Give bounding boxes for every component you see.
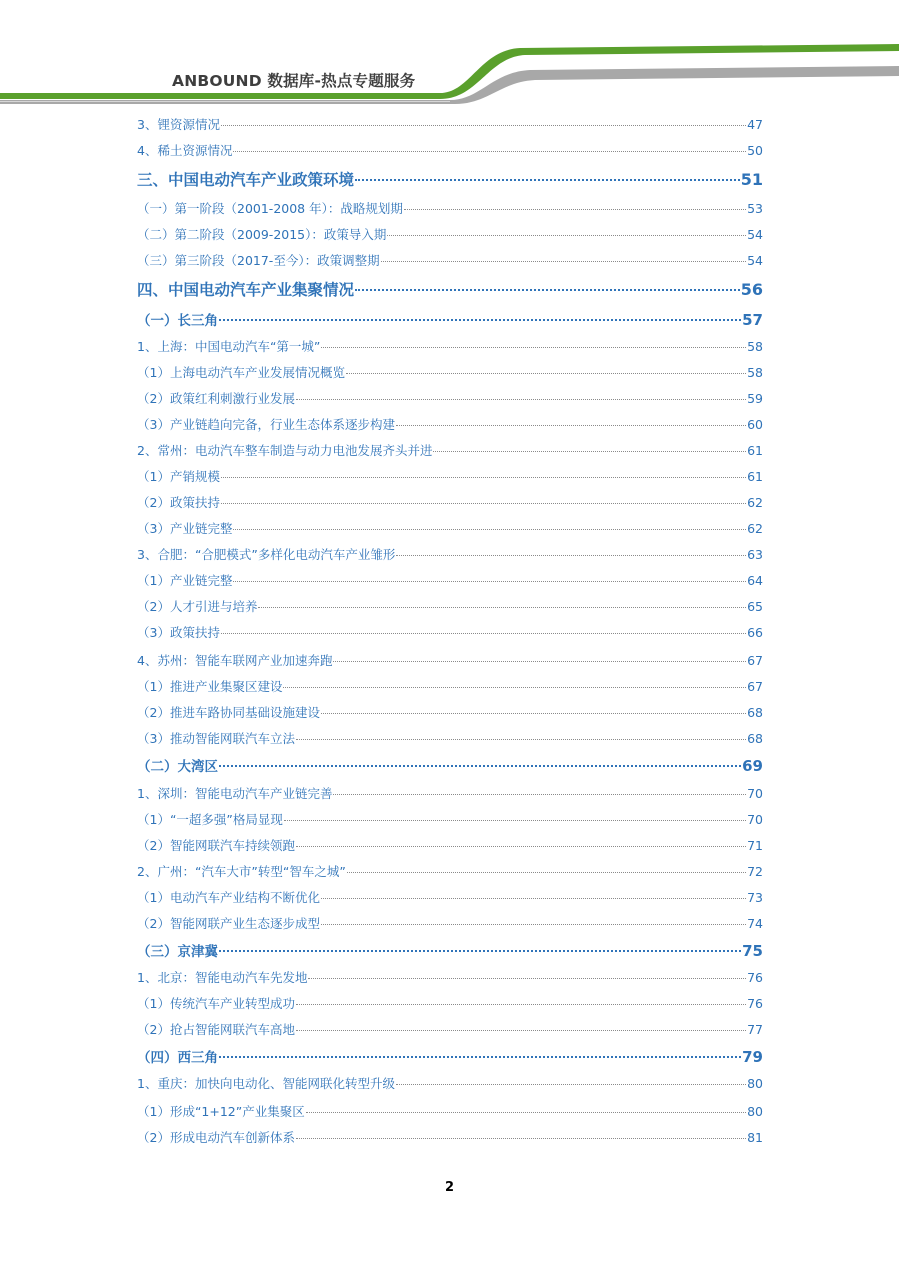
toc-entry[interactable]: [137, 115, 763, 133]
toc-entry-label: （1）上海电动汽车产业发展情况概览: [137, 365, 345, 380]
toc-entry[interactable]: [137, 441, 763, 459]
toc-entry[interactable]: [137, 519, 763, 537]
toc-entry-page-number: 61: [747, 469, 763, 484]
toc-dot-leader: [283, 686, 746, 688]
toc-entry-label: （2）推进车路协同基础设施建设: [137, 705, 320, 720]
toc-entry-label: （1）传统汽车产业转型成功: [137, 996, 295, 1011]
toc-dot-leader: [221, 502, 746, 504]
toc-entry-page-number: 57: [742, 311, 763, 329]
toc-entry[interactable]: [137, 1046, 763, 1066]
toc-entry[interactable]: [137, 363, 763, 381]
toc-entry-label: 1、上海：中国电动汽车“第一城”: [137, 339, 321, 354]
toc-dot-leader: [381, 260, 747, 262]
toc-dot-leader: [346, 372, 746, 374]
toc-entry[interactable]: [137, 545, 763, 563]
toc-dot-leader: [355, 178, 740, 181]
toc-dot-leader: [219, 1055, 741, 1058]
toc-entry[interactable]: [137, 940, 763, 960]
toc-entry-page-number: 63: [747, 547, 763, 562]
toc-entry-page-number: 58: [747, 365, 763, 380]
toc-dot-leader: [296, 845, 746, 847]
toc-entry[interactable]: [137, 862, 763, 880]
toc-entry-page-number: 75: [742, 942, 763, 960]
toc-entry-page-number: 70: [747, 812, 763, 827]
toc-entry-label: （2）智能网联汽车持续领跑: [137, 838, 295, 853]
toc-entry[interactable]: [137, 571, 763, 589]
toc-entry-label: 三、中国电动汽车产业政策环境: [137, 171, 355, 189]
toc-entry-page-number: 66: [747, 625, 763, 640]
toc-entry-label: （2）抢占智能网联汽车高地: [137, 1022, 295, 1037]
toc-entry-page-number: 53: [747, 201, 763, 216]
toc-entry-label: 1、重庆：加快向电动化、智能网联化转型升级: [137, 1076, 395, 1091]
toc-dot-leader: [396, 1083, 746, 1085]
toc-entry-label: （3）推动智能网联汽车立法: [137, 731, 295, 746]
toc-entry-page-number: 70: [747, 786, 763, 801]
toc-entry-page-number: 74: [747, 916, 763, 931]
toc-entry-page-number: 51: [740, 170, 763, 189]
toc-entry-label: （四）西三角: [137, 1050, 218, 1066]
toc-entry[interactable]: [137, 278, 763, 300]
toc-entry[interactable]: [137, 1128, 763, 1146]
toc-entry-label: （一）长三角: [137, 313, 218, 329]
toc-entry-page-number: 58: [747, 339, 763, 354]
toc-entry-page-number: 67: [747, 653, 763, 668]
toc-entry-page-number: 50: [747, 143, 763, 158]
toc-dot-leader: [296, 1003, 746, 1005]
toc-entry-page-number: 64: [747, 573, 763, 588]
toc-entry[interactable]: [137, 810, 763, 828]
toc-dot-leader: [284, 819, 746, 821]
toc-entry[interactable]: [137, 467, 763, 485]
toc-dot-leader: [219, 764, 741, 767]
toc-dot-leader: [219, 949, 741, 952]
toc-entry-label: 2、常州：电动汽车整车制造与动力电池发展齐头并进: [137, 443, 433, 458]
toc-entry[interactable]: [137, 914, 763, 932]
toc-dot-leader: [233, 150, 746, 152]
toc-entry-label: （2）形成电动汽车创新体系: [137, 1130, 295, 1145]
toc-dot-leader: [433, 450, 746, 452]
toc-dot-leader: [296, 1029, 746, 1031]
toc-entry-label: （1）推进产业集聚区建设: [137, 679, 283, 694]
toc-dot-leader: [321, 923, 746, 925]
toc-entry-page-number: 54: [747, 227, 763, 242]
toc-entry-label: 3、锂资源情况: [137, 117, 220, 132]
toc-entry[interactable]: [137, 703, 763, 721]
toc-entry[interactable]: [137, 415, 763, 433]
toc-entry[interactable]: [137, 1020, 763, 1038]
toc-dot-leader: [258, 606, 746, 608]
toc-entry[interactable]: [137, 677, 763, 695]
toc-entry-page-number: 69: [742, 757, 763, 775]
toc-dot-leader: [233, 528, 746, 530]
toc-entry-label: 4、稀土资源情况: [137, 143, 233, 158]
header-swoosh-graphic: [0, 0, 899, 110]
toc-entry[interactable]: [137, 337, 763, 355]
page-header: [0, 0, 899, 110]
toc-entry-label: （二）大湾区: [137, 759, 218, 775]
toc-dot-leader: [296, 398, 746, 400]
toc-entry[interactable]: [137, 729, 763, 747]
toc-dot-leader: [387, 234, 746, 236]
toc-dot-leader: [321, 346, 746, 348]
toc-entry-label: （三）京津冀: [137, 944, 218, 960]
toc-entry[interactable]: [137, 141, 763, 159]
toc-entry-page-number: 65: [747, 599, 763, 614]
toc-dot-leader: [404, 208, 746, 210]
toc-entry[interactable]: [137, 968, 763, 986]
toc-entry[interactable]: [137, 225, 763, 243]
toc-entry-label: （2）人才引进与培养: [137, 599, 258, 614]
toc-entry-label: 2、广州：“汽车大市”转型“智车之城”: [137, 864, 346, 879]
toc-entry-label: （2）政策扶持: [137, 495, 220, 510]
toc-dot-leader: [233, 580, 746, 582]
toc-entry-page-number: 68: [747, 705, 763, 720]
toc-entry[interactable]: [137, 755, 763, 775]
toc-entry-page-number: 79: [742, 1048, 763, 1066]
toc-entry-label: （三）第三阶段（2017-至今）：政策调整期: [137, 253, 380, 268]
toc-entry-page-number: 60: [747, 417, 763, 432]
toc-entry-page-number: 62: [747, 521, 763, 536]
toc-entry-label: （1）电动汽车产业结构不断优化: [137, 890, 320, 905]
toc-dot-leader: [396, 424, 746, 426]
toc-dot-leader: [333, 660, 746, 662]
page-number: 2: [444, 1180, 455, 1195]
toc-entry-page-number: 81: [747, 1130, 763, 1145]
toc-entry[interactable]: [137, 888, 763, 906]
toc-entry-page-number: 67: [747, 679, 763, 694]
toc-entry-page-number: 56: [740, 280, 763, 299]
toc-dot-leader: [321, 712, 746, 714]
toc-dot-leader: [221, 124, 746, 126]
toc-dot-leader: [306, 1111, 746, 1113]
toc-entry-label: （3）产业链完整: [137, 521, 233, 536]
toc-entry-page-number: 62: [747, 495, 763, 510]
toc-entry[interactable]: [137, 199, 763, 217]
toc-entry-page-number: 76: [747, 996, 763, 1011]
toc-entry-label: （2）智能网联产业生态逐步成型: [137, 916, 320, 931]
toc-dot-leader: [355, 288, 740, 291]
toc-entry-page-number: 77: [747, 1022, 763, 1037]
toc-entry-page-number: 76: [747, 970, 763, 985]
toc-entry[interactable]: [137, 784, 763, 802]
toc-entry[interactable]: [137, 168, 763, 190]
toc-entry-label: （二）第二阶段（2009-2015）：政策导入期: [137, 227, 387, 242]
toc-dot-leader: [296, 1137, 746, 1139]
toc-entry[interactable]: [137, 389, 763, 407]
toc-dot-leader: [219, 318, 741, 321]
toc-dot-leader: [296, 738, 746, 740]
toc-entry-label: （3）产业链趋向完备，行业生态体系逐步构建: [137, 417, 395, 432]
toc-entry-page-number: 61: [747, 443, 763, 458]
toc-entry[interactable]: [137, 623, 763, 641]
toc-entry-label: 四、中国电动汽车产业集聚情况: [137, 281, 355, 299]
toc-entry-page-number: 80: [747, 1104, 763, 1119]
toc-entry-page-number: 80: [747, 1076, 763, 1091]
toc-entry[interactable]: [137, 651, 763, 669]
toc-entry[interactable]: [137, 836, 763, 854]
toc-entry-label: 3、合肥：“合肥模式”多样化电动汽车产业雏形: [137, 547, 396, 562]
toc-entry[interactable]: [137, 1074, 763, 1092]
toc-entry[interactable]: [137, 597, 763, 615]
toc-dot-leader: [396, 554, 746, 556]
toc-entry-label: （1）“一超多强”格局显现: [137, 812, 283, 827]
toc-dot-leader: [347, 871, 746, 873]
toc-entry-page-number: 72: [747, 864, 763, 879]
toc-entry-label: （1）产业链完整: [137, 573, 233, 588]
toc-entry[interactable]: [137, 309, 763, 329]
header-title: ANBOUND 数据库-热点专题服务: [172, 72, 416, 90]
toc-entry-label: 4、苏州：智能车联网产业加速奔跑: [137, 653, 333, 668]
toc-entry-page-number: 68: [747, 731, 763, 746]
toc-dot-leader: [221, 476, 746, 478]
toc-entry[interactable]: [137, 493, 763, 511]
toc-entry-page-number: 54: [747, 253, 763, 268]
toc-entry[interactable]: [137, 994, 763, 1012]
toc-entry-page-number: 71: [747, 838, 763, 853]
toc-entry-label: （1）形成“1+12”产业集聚区: [137, 1104, 305, 1119]
toc-entry-label: （1）产销规模: [137, 469, 220, 484]
toc-entry-label: 1、深圳：智能电动汽车产业链完善: [137, 786, 333, 801]
toc-entry-label: （2）政策红利刺激行业发展: [137, 391, 295, 406]
toc-entry-page-number: 73: [747, 890, 763, 905]
toc-dot-leader: [308, 977, 746, 979]
toc-entry[interactable]: [137, 251, 763, 269]
toc-entry-page-number: 59: [747, 391, 763, 406]
toc-dot-leader: [221, 632, 746, 634]
toc-dot-leader: [321, 897, 746, 899]
toc-entry-page-number: 47: [747, 117, 763, 132]
toc-entry[interactable]: [137, 1102, 763, 1120]
toc-entry-label: （3）政策扶持: [137, 625, 220, 640]
toc-dot-leader: [333, 793, 746, 795]
toc-entry-label: （一）第一阶段（2001-2008 年）：战略规划期: [137, 201, 403, 216]
toc-entry-label: 1、北京：智能电动汽车先发地: [137, 970, 308, 985]
